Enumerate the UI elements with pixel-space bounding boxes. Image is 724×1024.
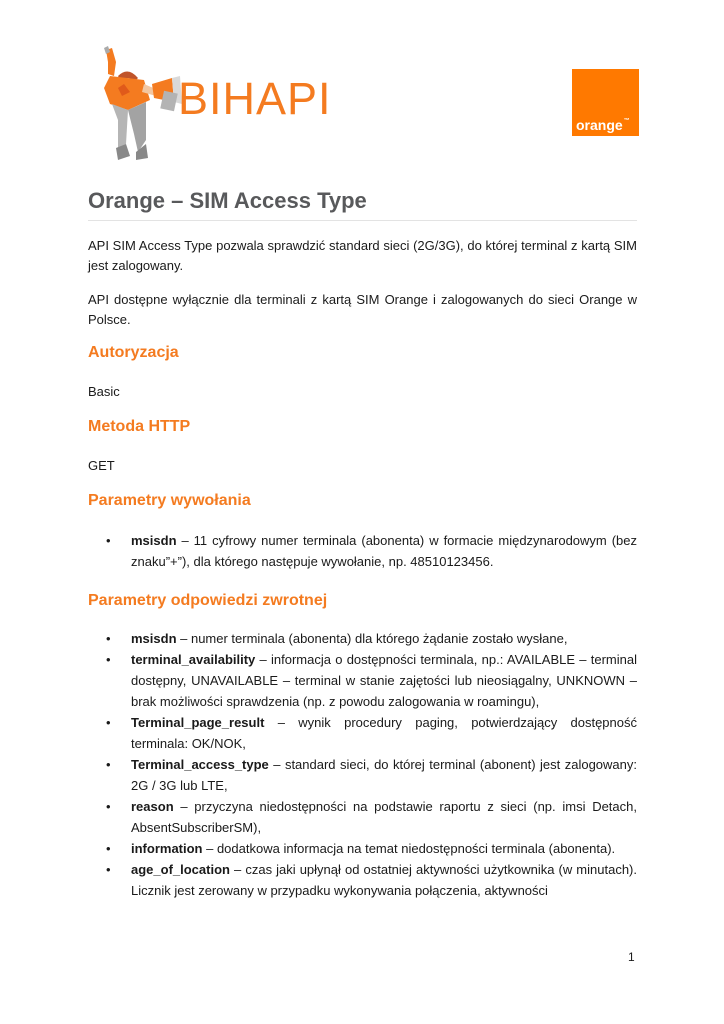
bullet: • — [106, 841, 111, 856]
list-item — [88, 530, 637, 572]
intro-paragraph-2: API dostępne wyłącznie dla terminali z kartą SIM Orange i zalogowanych do sieci Orange w Polsce. — [88, 292, 637, 327]
param-name: msisdn — [131, 631, 177, 646]
auth-value: Basic — [88, 384, 120, 399]
page-number: 1 — [628, 950, 635, 964]
param-name: terminal_availability — [131, 652, 256, 667]
param-name: information — [131, 841, 203, 856]
orange-logo-word: orange — [576, 117, 623, 133]
list-item — [88, 796, 637, 838]
param-name: Terminal_page_result — [131, 715, 265, 730]
orange-logo-trademark: ™ — [623, 118, 630, 124]
param-desc: – przyczyna niedostępności na podstawie raportu z sieci (np. imsi Detach, AbsentSubscriberSM), — [131, 799, 637, 835]
param-desc: – numer terminala (abonenta) dla którego żądanie zostało wysłane, — [176, 631, 568, 646]
request-params-list — [88, 530, 637, 572]
heading-parametry-odpowiedzi: Parametry odpowiedzi zwrotnej — [88, 592, 328, 609]
list-item — [88, 838, 637, 859]
bullet: • — [106, 862, 111, 877]
orange-logo — [572, 69, 639, 136]
bullet: • — [106, 652, 111, 667]
list-item — [88, 712, 637, 754]
param-name: Terminal_access_type — [131, 757, 269, 772]
param-name: age_of_location — [131, 862, 230, 877]
method-value: GET — [88, 458, 115, 473]
param-name: reason — [131, 799, 174, 814]
list-item — [88, 754, 637, 796]
page-title: Orange – SIM Access Type — [88, 188, 367, 213]
param-desc: – 11 cyfrowy numer terminala (abonenta) w formacie międzynarodowym (bez znaku”+”), dla którego następuje wywołanie, np. 48510123456. — [131, 533, 637, 569]
param-desc: – standard sieci, do której terminal (abonent) jest zalogowany: 2G / 3G lub LTE, — [131, 757, 637, 793]
heading-autoryzacja: Autoryzacja — [88, 344, 179, 361]
heading-metoda-http: Metoda HTTP — [88, 418, 191, 435]
bullet: • — [106, 533, 111, 548]
response-params-list — [88, 628, 637, 901]
intro-paragraph-1: API SIM Access Type pozwala sprawdzić standard sieci (2G/3G), do której terminal z kartą SIM jest zalogowany. — [88, 238, 637, 273]
list-item — [88, 649, 637, 712]
param-desc: – wynik procedury paging, potwierdzający dostępność terminala: OK/NOK, — [131, 715, 637, 751]
param-desc: – dodatkowa informacja na temat niedostępności terminala (abonenta). — [202, 841, 616, 856]
list-item — [88, 859, 637, 901]
bullet: • — [106, 715, 111, 730]
param-name: msisdn — [131, 533, 177, 548]
orange-logo-text — [576, 118, 630, 132]
heading-parametry-wywolania: Parametry wywołania — [88, 492, 251, 509]
bullet: • — [106, 757, 111, 772]
list-item — [88, 628, 637, 649]
param-desc: – czas jaki upłynął od ostatniej aktywności użytkownika (w minutach). Licznik jest zerowany w przypadku wykonywania połączenia, aktywności — [131, 862, 637, 898]
bullet: • — [106, 631, 111, 646]
param-desc: – informacja o dostępności terminala, np.: AVAILABLE – terminal dostępny, UNAVAILABLE – terminal w stanie zajętości lub nieosiągalny, UNKNOWN – brak możliwości sprawdzenia (np. z powodu zalogowania w roamingu), — [131, 652, 637, 709]
bullet: • — [106, 799, 111, 814]
title-divider — [88, 220, 637, 221]
bihapi-logo-text: BIHAPI — [178, 73, 332, 124]
